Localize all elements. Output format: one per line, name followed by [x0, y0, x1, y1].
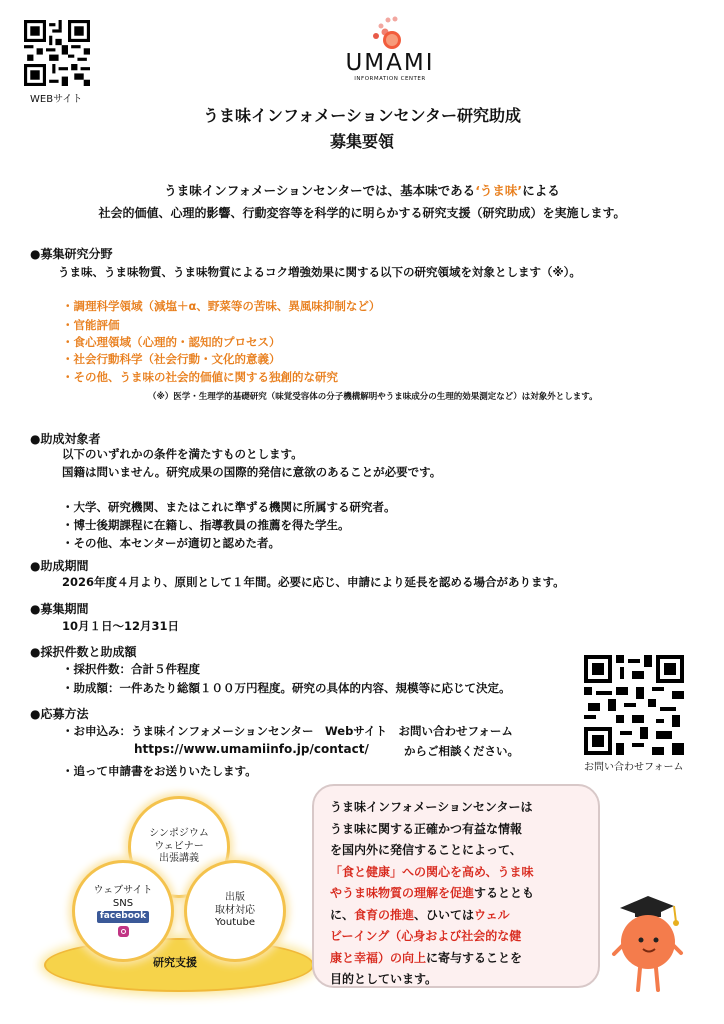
diagram-right-3: Youtube — [215, 917, 255, 929]
fields-item-4: ・社会行動科学（社会行動・文化的意義） — [62, 352, 281, 366]
fields-item-1: ・調理科学領域（減塩＋α、野菜等の苦味、異風味抑制など） — [62, 299, 381, 313]
eligibility-item-2: ・博士後期課程に在籍し、指導教員の推薦を得た学生。 — [62, 518, 350, 532]
contact-qr-label: お問い合わせフォーム — [584, 762, 684, 773]
fields-item-5: ・その他、うま味の社会的価値に関する独創的な研究 — [62, 370, 338, 384]
web-qr-code[interactable] — [24, 20, 90, 86]
apply-line-3: ・追って申請書をお送りいたします。 — [62, 764, 257, 778]
diagram-right-1: 出版 — [225, 892, 245, 904]
contact-qr-code[interactable] — [584, 655, 684, 755]
umami-logo — [330, 14, 450, 84]
diagram-circle-right — [184, 860, 286, 962]
mascot-character — [608, 890, 688, 1010]
diagram-right-2: 取材対応 — [215, 904, 255, 916]
mission-text-span: に、 — [330, 907, 355, 922]
intro-line-1 — [0, 181, 724, 199]
intro-highlight: ‘うま味’ — [475, 183, 523, 198]
qr-pattern — [584, 655, 684, 755]
mission-text-span: するととも — [474, 886, 535, 900]
mission-highlight: やうま味物質の理解を促進 — [330, 886, 475, 900]
intro-line-2: 社会的価値、心理的影響、行動変容等を科学的に明らかする研究支援（研究助成）を実施します。 — [98, 206, 626, 220]
logo-subtext: INFORMATION CENTER — [354, 76, 426, 82]
eligibility-heading: ●助成対象者 — [30, 432, 101, 446]
eligibility-line-1: 以下のいずれかの条件を満たすものとします。 — [62, 447, 303, 461]
intro-text-end: による — [522, 183, 560, 198]
period-text: 2026年度４月より、原則として１年間。必要に応じ、申請により延長を認める場合があります。 — [62, 575, 565, 589]
fields-note: （※）医学・生理学的基礎研究（味覚受容体の分子機構解明やうま味成分の生理的効果測定など）は対象外とします。 — [148, 392, 598, 402]
mission-line-5 — [330, 883, 534, 905]
grants-amount: ・助成額：一件あたり総額１００万円程度。研究の具体的内容、規模等に応じて決定。 — [62, 681, 511, 695]
recruit-heading: ●募集期間 — [30, 602, 89, 616]
apply-heading: ●応募方法 — [30, 707, 89, 721]
eligibility-item-3: ・その他、本センターが適切と認めた者。 — [62, 536, 281, 550]
contact-url-link[interactable]: https://www.umamiinfo.jp/contact/ — [134, 742, 369, 756]
mission-text-span: 、ひいては — [414, 907, 475, 922]
recruit-text: 10月１日～12月31日 — [62, 619, 180, 633]
mascot-icon — [608, 890, 688, 1010]
mission-line-8 — [330, 948, 534, 970]
activity-diagram — [30, 790, 320, 1000]
grants-count: ・採択件数：合計５件程度 — [62, 662, 200, 676]
diagram-top-2: ウェビナー — [154, 840, 204, 852]
apply-line-1: ・お申込み：うま味インフォメーションセンター Webサイト お問い合わせフォーム — [62, 724, 513, 738]
mission-line-6 — [330, 905, 534, 927]
qr-pattern — [24, 20, 90, 86]
mission-highlight: 食育の推進 — [354, 907, 415, 922]
instagram-icon — [118, 926, 129, 937]
diagram-base-label: 研究支援 — [153, 956, 197, 969]
logo-text: UMAMI — [345, 50, 435, 76]
mission-line-7: ビーイング（心身および社会的な健 — [330, 929, 522, 943]
mission-text-span: に寄与することを — [426, 950, 523, 965]
web-qr-label: WEBサイト — [30, 94, 83, 105]
fields-item-2: ・官能評価 — [62, 318, 120, 332]
fields-description: うま味、うま味物質、うま味物質によるコク増強効果に関する以下の研究領域を対象とします（※）。 — [58, 265, 581, 279]
mission-text — [330, 797, 534, 991]
apply-url-suffix: からご相談ください。 — [404, 744, 519, 758]
facebook-badge: facebook — [97, 911, 149, 922]
eligibility-item-1: ・大学、研究機関、またはこれに準ずる機関に所属する研究者。 — [62, 500, 396, 514]
page-subtitle: 募集要領 — [329, 132, 394, 151]
grants-heading: ●採択件数と助成額 — [30, 645, 137, 659]
mission-line-9: 目的としています。 — [330, 972, 438, 986]
diagram-left-2: SNS — [112, 897, 134, 909]
mission-highlight: 康と幸福）の向上 — [330, 950, 427, 965]
eligibility-line-2: 国籍は問いません。研究成果の国際的発信に意欲のあることが必要です。 — [62, 465, 442, 479]
fields-item-3: ・食心理領域（心理的・認知的プロセス） — [62, 335, 281, 349]
mission-line-1: うま味インフォメーションセンターは — [330, 800, 533, 814]
diagram-top-3: 出張講義 — [159, 853, 199, 865]
mission-line-2: うま味に関する正確かつ有益な情報 — [330, 821, 523, 836]
intro-text: うま味インフォメーションセンターでは、基本味である — [164, 183, 476, 198]
fields-heading: ●募集研究分野 — [30, 247, 113, 261]
diagram-left-1: ウェブサイト — [93, 885, 153, 897]
mission-line-3: を国内外に発信することによって、 — [330, 843, 522, 857]
period-heading: ●助成期間 — [30, 559, 89, 573]
page-title: うま味インフォメーションセンター研究助成 — [203, 106, 521, 125]
diagram-circle-left — [72, 860, 174, 962]
diagram-top-1: シンポジウム — [149, 828, 209, 840]
mission-highlight: ウェル — [474, 907, 510, 922]
mission-line-4: 「食と健康」への関心を高め、うま味 — [330, 864, 534, 879]
